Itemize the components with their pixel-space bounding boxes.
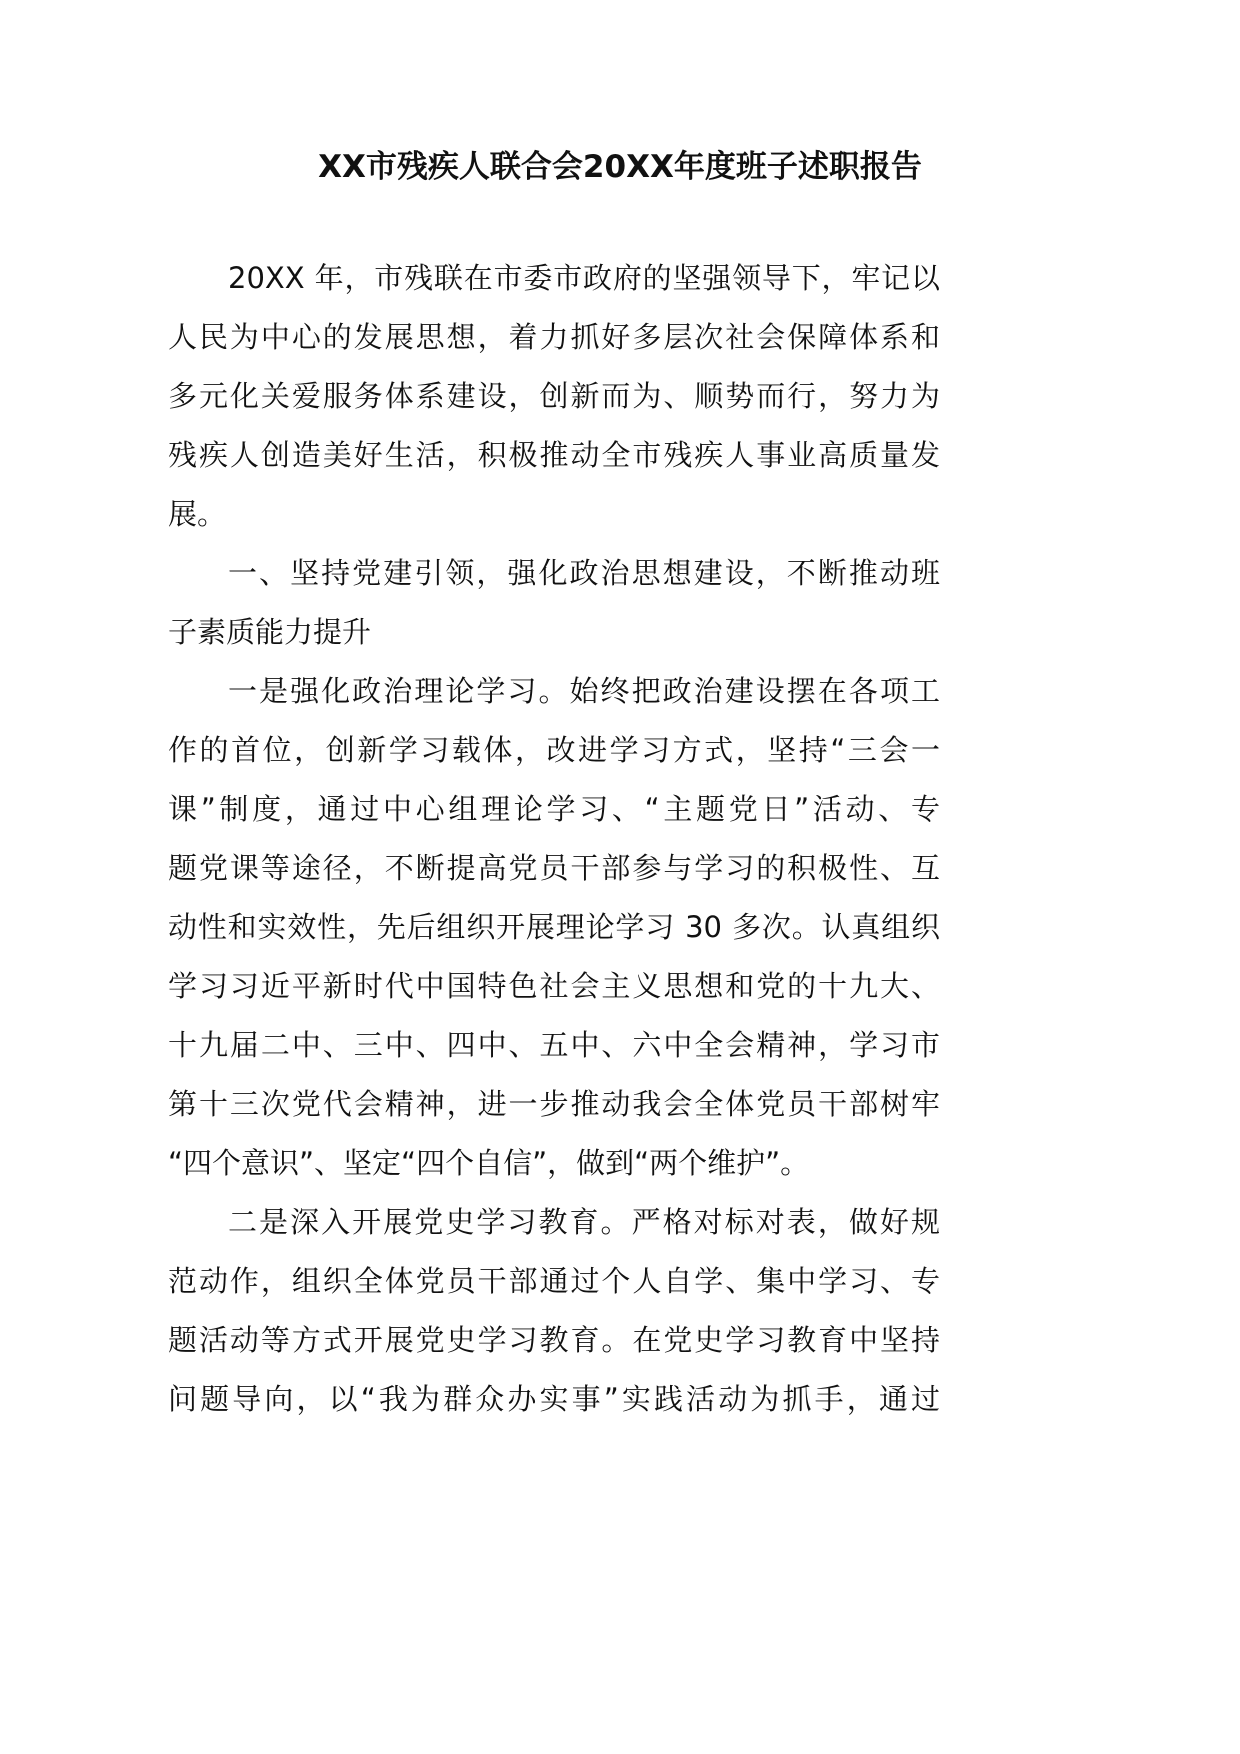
text-line: 人民为中心的发展思想，着力抓好多层次社会保障体系和	[168, 320, 940, 354]
text-line: 问题导向，以“我为群众办实事”实践活动为抓手，通过	[168, 1382, 940, 1416]
text-line: 20XX 年，市残联在市委市政府的坚强领导下，牢记以	[228, 261, 940, 295]
text-line: 题活动等方式开展党史学习教育。在党史学习教育中坚持	[168, 1323, 940, 1357]
paragraph	[168, 249, 940, 544]
text-line: 第十三次党代会精神，进一步推动我会全体党员干部树牢	[168, 1087, 940, 1121]
text-line: 十九届二中、三中、四中、五中、六中全会精神，学习市	[168, 1028, 940, 1062]
paragraph	[168, 1193, 940, 1429]
text-line: 一是强化政治理论学习。始终把政治建设摆在各项工	[228, 674, 940, 708]
text-line: 课”制度，通过中心组理论学习、“主题党日”活动、专	[168, 792, 940, 826]
document-title: XX市残疾人联合会20XX年度班子述职报告	[318, 149, 922, 185]
text-line: 动性和实效性，先后组织开展理论学习 30 多次。认真组织	[168, 910, 940, 944]
text-line: “四个意识”、坚定“四个自信”，做到“两个维护”。	[168, 1146, 810, 1180]
text-line: 一、坚持党建引领，强化政治思想建设，不断推动班	[228, 556, 940, 590]
text-line: 残疾人创造美好生活，积极推动全市残疾人事业高质量发	[168, 438, 940, 472]
text-line: 范动作，组织全体党员干部通过个人自学、集中学习、专	[168, 1264, 940, 1298]
document-body	[168, 249, 940, 1429]
text-line: 多元化关爱服务体系建设，创新而为、顺势而行，努力为	[168, 379, 940, 413]
paragraph	[168, 544, 940, 662]
paragraph	[168, 662, 940, 1193]
text-line: 作的首位，创新学习载体，改进学习方式，坚持“三会一	[168, 733, 940, 767]
text-line: 二是深入开展党史学习教育。严格对标对表，做好规	[228, 1205, 940, 1239]
text-line: 学习习近平新时代中国特色社会主义思想和党的十九大、	[168, 969, 940, 1003]
text-line: 题党课等途径，不断提高党员干部参与学习的积极性、互	[168, 851, 940, 885]
text-line: 展。	[168, 497, 227, 531]
text-line: 子素质能力提升	[168, 615, 372, 649]
